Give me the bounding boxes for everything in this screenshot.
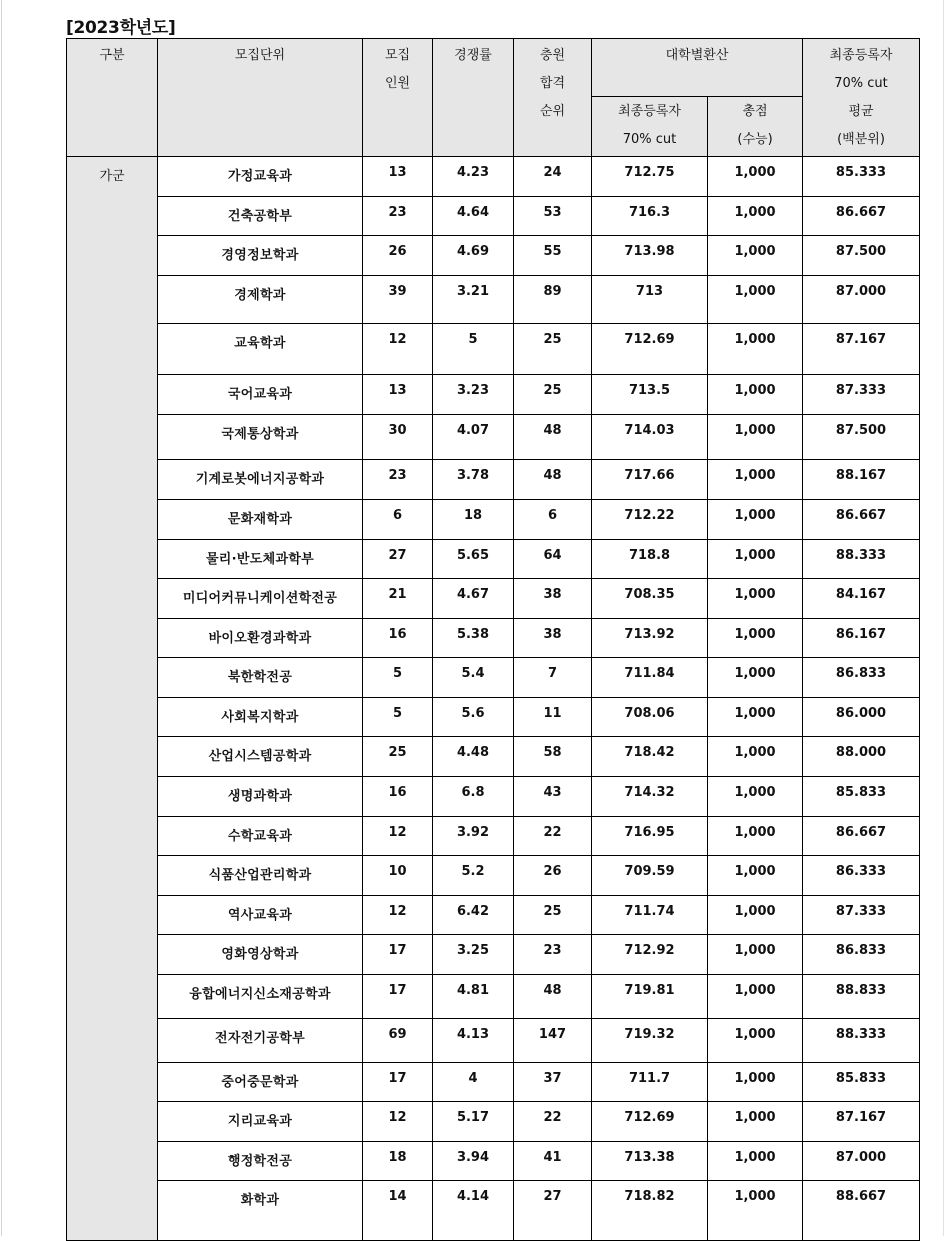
- ratio-cell: 5.17: [433, 1102, 514, 1142]
- unit-cell: 역사교육과: [158, 896, 363, 935]
- cut-cell: 709.59: [592, 856, 708, 896]
- table-row: [67, 197, 920, 236]
- total-cell: 1,000: [708, 935, 803, 975]
- quota-cell: 16: [363, 619, 433, 658]
- total-cell: 1,000: [708, 1142, 803, 1181]
- percentile-cell: 86.667: [803, 197, 920, 236]
- table-row: [67, 737, 920, 777]
- ratio-cell: 4.07: [433, 415, 514, 460]
- table-row: [67, 698, 920, 737]
- percentile-cell: 87.000: [803, 1142, 920, 1181]
- ratio-cell: 4.13: [433, 1019, 514, 1063]
- unit-cell: 융합에너지신소재공학과: [158, 975, 363, 1019]
- quota-cell: 25: [363, 737, 433, 777]
- percentile-cell: 88.667: [803, 1181, 920, 1241]
- total-cell: 1,000: [708, 157, 803, 197]
- ratio-cell: 5.38: [433, 619, 514, 658]
- ratio-cell: 5.65: [433, 540, 514, 579]
- table-row: [67, 157, 920, 197]
- ratio-cell: 3.92: [433, 817, 514, 856]
- cut-cell: 716.95: [592, 817, 708, 856]
- rank-cell: 22: [514, 817, 592, 856]
- unit-cell: 국제통상학과: [158, 415, 363, 460]
- rank-cell: 27: [514, 1181, 592, 1241]
- page-title: [2023학년도]: [66, 18, 176, 38]
- ratio-cell: 4.64: [433, 197, 514, 236]
- quota-cell: 5: [363, 658, 433, 698]
- table-row: [67, 500, 920, 540]
- ratio-cell: 4.67: [433, 579, 514, 619]
- group-cell: 가군: [67, 157, 158, 1241]
- rank-cell: 38: [514, 619, 592, 658]
- unit-cell: 북한학전공: [158, 658, 363, 698]
- table-row: [67, 460, 920, 500]
- cut-cell: 714.03: [592, 415, 708, 460]
- rank-cell: 48: [514, 975, 592, 1019]
- percentile-cell: 86.667: [803, 817, 920, 856]
- rank-cell: 25: [514, 896, 592, 935]
- cut-cell: 712.69: [592, 1102, 708, 1142]
- quota-cell: 12: [363, 896, 433, 935]
- unit-cell: 지리교육과: [158, 1102, 363, 1142]
- rank-cell: 38: [514, 579, 592, 619]
- ratio-cell: 6.8: [433, 777, 514, 817]
- total-cell: 1,000: [708, 817, 803, 856]
- unit-cell: 수학교육과: [158, 817, 363, 856]
- ratio-cell: 4.23: [433, 157, 514, 197]
- rank-cell: 55: [514, 236, 592, 276]
- percentile-cell: 87.500: [803, 236, 920, 276]
- quota-cell: 18: [363, 1142, 433, 1181]
- rank-cell: 37: [514, 1063, 592, 1102]
- quota-cell: 12: [363, 1102, 433, 1142]
- rank-cell: 41: [514, 1142, 592, 1181]
- header-unit: 모집단위: [158, 39, 363, 157]
- unit-cell: 화학과: [158, 1181, 363, 1241]
- cut-cell: 718.8: [592, 540, 708, 579]
- rank-cell: 23: [514, 935, 592, 975]
- admissions-table: [66, 38, 920, 1241]
- ratio-cell: 5.6: [433, 698, 514, 737]
- cut-cell: 712.22: [592, 500, 708, 540]
- total-cell: 1,000: [708, 460, 803, 500]
- unit-cell: 전자전기공학부: [158, 1019, 363, 1063]
- table-row: [67, 1142, 920, 1181]
- total-cell: 1,000: [708, 737, 803, 777]
- unit-cell: 행정학전공: [158, 1142, 363, 1181]
- table-row: [67, 276, 920, 324]
- percentile-cell: 86.667: [803, 500, 920, 540]
- quota-cell: 13: [363, 375, 433, 415]
- table-row: [67, 619, 920, 658]
- cut-cell: 711.84: [592, 658, 708, 698]
- cut-cell: 708.06: [592, 698, 708, 737]
- cut-cell: 713.92: [592, 619, 708, 658]
- total-cell: 1,000: [708, 975, 803, 1019]
- percentile-cell: 88.333: [803, 1019, 920, 1063]
- header-total: 총점 (수능): [708, 97, 803, 157]
- percentile-cell: 85.833: [803, 777, 920, 817]
- quota-cell: 23: [363, 197, 433, 236]
- total-cell: 1,000: [708, 777, 803, 817]
- table-row: [67, 856, 920, 896]
- table-row: [67, 1102, 920, 1142]
- quota-cell: 27: [363, 540, 433, 579]
- quota-cell: 17: [363, 1063, 433, 1102]
- percentile-cell: 88.167: [803, 460, 920, 500]
- total-cell: 1,000: [708, 1019, 803, 1063]
- percentile-cell: 86.333: [803, 856, 920, 896]
- total-cell: 1,000: [708, 579, 803, 619]
- table-row: [67, 1019, 920, 1063]
- total-cell: 1,000: [708, 197, 803, 236]
- ratio-cell: 6.42: [433, 896, 514, 935]
- ratio-cell: 3.94: [433, 1142, 514, 1181]
- unit-cell: 경제학과: [158, 276, 363, 324]
- ratio-cell: 5: [433, 324, 514, 375]
- cut-cell: 711.7: [592, 1063, 708, 1102]
- unit-cell: 생명과학과: [158, 777, 363, 817]
- header-conversion: 대학별환산: [592, 39, 803, 97]
- ratio-cell: 4.69: [433, 236, 514, 276]
- percentile-cell: 87.333: [803, 896, 920, 935]
- unit-cell: 미디어커뮤니케이션학전공: [158, 579, 363, 619]
- quota-cell: 12: [363, 324, 433, 375]
- percentile-cell: 87.000: [803, 276, 920, 324]
- total-cell: 1,000: [708, 896, 803, 935]
- table-row: [67, 540, 920, 579]
- unit-cell: 바이오환경과학과: [158, 619, 363, 658]
- quota-cell: 69: [363, 1019, 433, 1063]
- unit-cell: 식품산업관리학과: [158, 856, 363, 896]
- percentile-cell: 87.167: [803, 1102, 920, 1142]
- rank-cell: 25: [514, 324, 592, 375]
- unit-cell: 교육학과: [158, 324, 363, 375]
- header-rank: 충원 합격 순위: [514, 39, 592, 157]
- header-category: 구분: [67, 39, 158, 157]
- total-cell: 1,000: [708, 540, 803, 579]
- rank-cell: 6: [514, 500, 592, 540]
- rank-cell: 89: [514, 276, 592, 324]
- quota-cell: 12: [363, 817, 433, 856]
- table-row: [67, 975, 920, 1019]
- ratio-cell: 3.78: [433, 460, 514, 500]
- percentile-cell: 86.833: [803, 658, 920, 698]
- table-row: [67, 1063, 920, 1102]
- percentile-cell: 88.333: [803, 540, 920, 579]
- ratio-cell: 4.14: [433, 1181, 514, 1241]
- ratio-cell: 5.4: [433, 658, 514, 698]
- quota-cell: 5: [363, 698, 433, 737]
- cut-cell: 711.74: [592, 896, 708, 935]
- left-edge-line: [1, 0, 2, 1236]
- percentile-cell: 87.167: [803, 324, 920, 375]
- rank-cell: 147: [514, 1019, 592, 1063]
- rank-cell: 48: [514, 415, 592, 460]
- rank-cell: 43: [514, 777, 592, 817]
- quota-cell: 23: [363, 460, 433, 500]
- total-cell: 1,000: [708, 324, 803, 375]
- unit-cell: 건축공학부: [158, 197, 363, 236]
- total-cell: 1,000: [708, 375, 803, 415]
- quota-cell: 26: [363, 236, 433, 276]
- header-quota: 모집 인원: [363, 39, 433, 157]
- cut-cell: 712.75: [592, 157, 708, 197]
- table-row: [67, 658, 920, 698]
- percentile-cell: 87.333: [803, 375, 920, 415]
- cut-cell: 718.42: [592, 737, 708, 777]
- ratio-cell: 3.21: [433, 276, 514, 324]
- unit-cell: 국어교육과: [158, 375, 363, 415]
- table-row: [67, 1181, 920, 1241]
- right-edge-line: [943, 0, 944, 1236]
- table-row: [67, 415, 920, 460]
- ratio-cell: 4: [433, 1063, 514, 1102]
- rank-cell: 26: [514, 856, 592, 896]
- ratio-cell: 18: [433, 500, 514, 540]
- total-cell: 1,000: [708, 1102, 803, 1142]
- quota-cell: 13: [363, 157, 433, 197]
- unit-cell: 가정교육과: [158, 157, 363, 197]
- table-row: [67, 935, 920, 975]
- quota-cell: 6: [363, 500, 433, 540]
- cut-cell: 719.81: [592, 975, 708, 1019]
- cut-cell: 713.5: [592, 375, 708, 415]
- table-row: [67, 375, 920, 415]
- rank-cell: 11: [514, 698, 592, 737]
- cut-cell: 716.3: [592, 197, 708, 236]
- total-cell: 1,000: [708, 236, 803, 276]
- total-cell: 1,000: [708, 698, 803, 737]
- table-row: [67, 579, 920, 619]
- total-cell: 1,000: [708, 1063, 803, 1102]
- unit-cell: 산업시스템공학과: [158, 737, 363, 777]
- rank-cell: 48: [514, 460, 592, 500]
- percentile-cell: 88.833: [803, 975, 920, 1019]
- rank-cell: 53: [514, 197, 592, 236]
- quota-cell: 17: [363, 935, 433, 975]
- percentile-cell: 85.833: [803, 1063, 920, 1102]
- percentile-cell: 86.167: [803, 619, 920, 658]
- rank-cell: 7: [514, 658, 592, 698]
- cut-cell: 713.98: [592, 236, 708, 276]
- rank-cell: 64: [514, 540, 592, 579]
- percentile-cell: 88.000: [803, 737, 920, 777]
- rank-cell: 25: [514, 375, 592, 415]
- quota-cell: 10: [363, 856, 433, 896]
- cut-cell: 717.66: [592, 460, 708, 500]
- cut-cell: 713.38: [592, 1142, 708, 1181]
- unit-cell: 물리·반도체과학부: [158, 540, 363, 579]
- total-cell: 1,000: [708, 500, 803, 540]
- total-cell: 1,000: [708, 1181, 803, 1241]
- table-row: [67, 236, 920, 276]
- header-ratio: 경쟁률: [433, 39, 514, 157]
- cut-cell: 713: [592, 276, 708, 324]
- cut-cell: 714.32: [592, 777, 708, 817]
- ratio-cell: 4.81: [433, 975, 514, 1019]
- quota-cell: 39: [363, 276, 433, 324]
- cut-cell: 718.82: [592, 1181, 708, 1241]
- cut-cell: 712.92: [592, 935, 708, 975]
- percentile-cell: 86.833: [803, 935, 920, 975]
- cut-cell: 708.35: [592, 579, 708, 619]
- unit-cell: 중어중문학과: [158, 1063, 363, 1102]
- cut-cell: 712.69: [592, 324, 708, 375]
- ratio-cell: 3.25: [433, 935, 514, 975]
- unit-cell: 기계로봇에너지공학과: [158, 460, 363, 500]
- total-cell: 1,000: [708, 856, 803, 896]
- percentile-cell: 85.333: [803, 157, 920, 197]
- unit-cell: 사회복지학과: [158, 698, 363, 737]
- quota-cell: 16: [363, 777, 433, 817]
- percentile-cell: 86.000: [803, 698, 920, 737]
- rank-cell: 22: [514, 1102, 592, 1142]
- unit-cell: 문화재학과: [158, 500, 363, 540]
- cut-cell: 719.32: [592, 1019, 708, 1063]
- quota-cell: 30: [363, 415, 433, 460]
- total-cell: 1,000: [708, 619, 803, 658]
- header-percentile: 최종등록자 70% cut 평균 (백분위): [803, 39, 920, 157]
- rank-cell: 24: [514, 157, 592, 197]
- total-cell: 1,000: [708, 276, 803, 324]
- percentile-cell: 84.167: [803, 579, 920, 619]
- ratio-cell: 3.23: [433, 375, 514, 415]
- table-row: [67, 817, 920, 856]
- total-cell: 1,000: [708, 658, 803, 698]
- table-row: [67, 324, 920, 375]
- quota-cell: 17: [363, 975, 433, 1019]
- quota-cell: 21: [363, 579, 433, 619]
- header-conv-cut: 최종등록자 70% cut: [592, 97, 708, 157]
- ratio-cell: 4.48: [433, 737, 514, 777]
- total-cell: 1,000: [708, 415, 803, 460]
- ratio-cell: 5.2: [433, 856, 514, 896]
- unit-cell: 영화영상학과: [158, 935, 363, 975]
- table-row: [67, 777, 920, 817]
- rank-cell: 58: [514, 737, 592, 777]
- table-row: [67, 896, 920, 935]
- percentile-cell: 87.500: [803, 415, 920, 460]
- unit-cell: 경영정보학과: [158, 236, 363, 276]
- quota-cell: 14: [363, 1181, 433, 1241]
